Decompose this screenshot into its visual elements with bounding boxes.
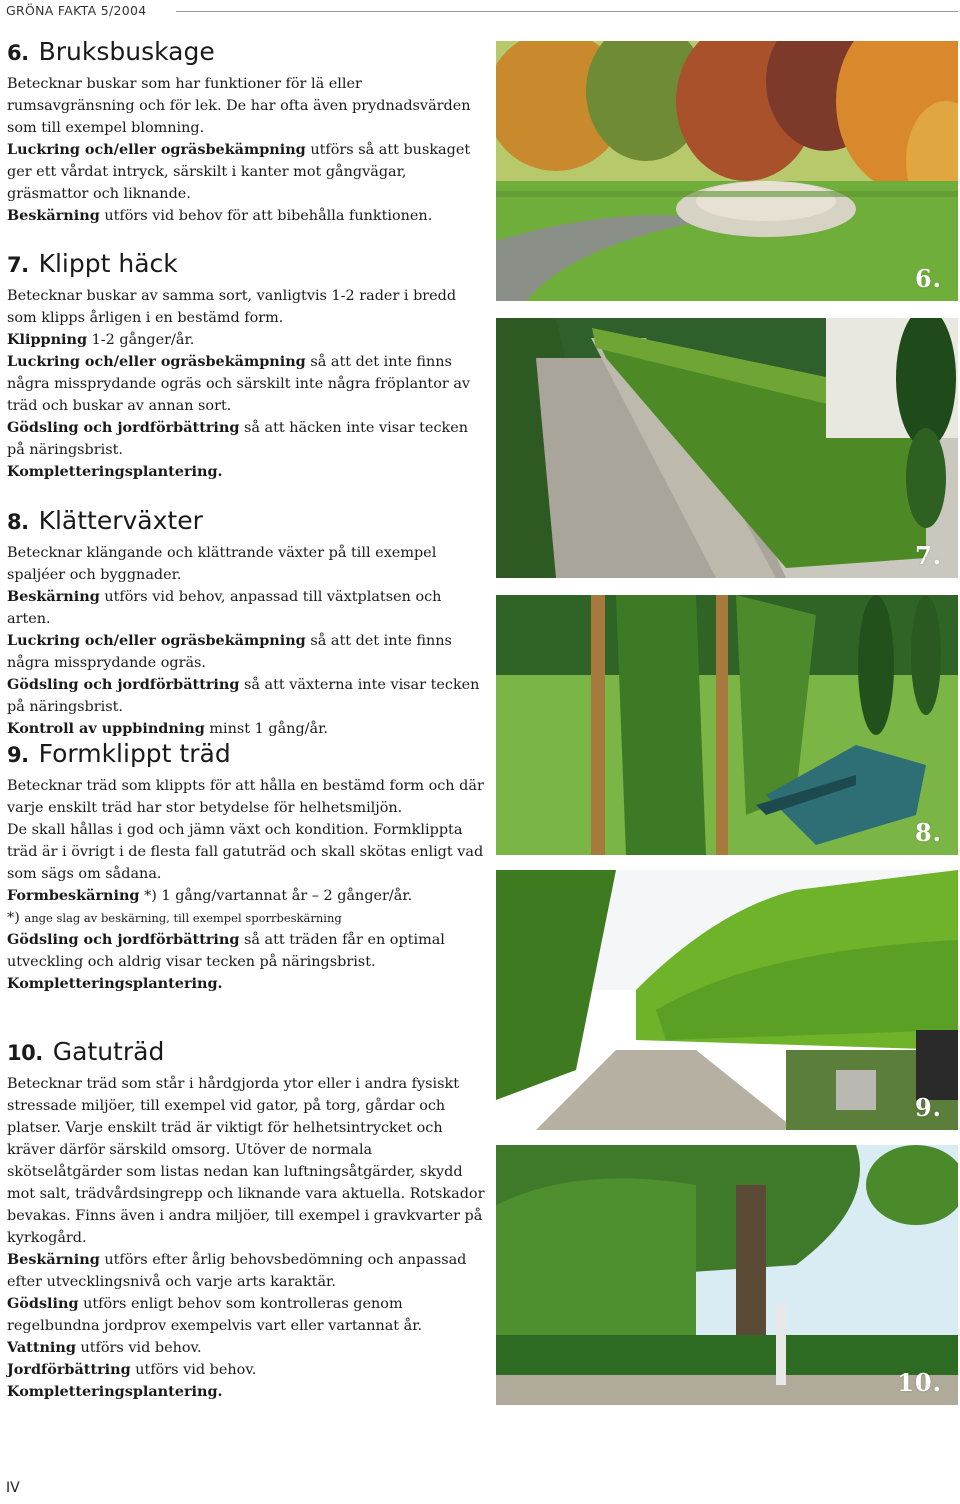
paragraph: Luckring och/eller ogräsbekämpning utförs så att buskaget ger ett vårdat intryck, särskilt i kanter mot gångvägar, gräsmattor och liknande. [7,141,471,202]
paragraph: Kompletteringsplantering. [7,1383,223,1400]
section-heading: 6. Bruksbuskage [7,37,215,66]
paragraph: Gödsling och jordförbättring så att häcken inte visar tecken på näringsbrist. [7,419,469,458]
photo-label: 7. [914,541,942,570]
section-heading: 8. Klätterväxter [7,506,203,535]
section-7 [7,248,485,483]
paragraph: Gödsling och jordförbättring så att växterna inte visar tecken på näringsbrist. [7,676,480,715]
paragraph: De skall hållas i god och jämn växt och kondition. Formklippta träd är i övrigt i de flesta fall gatuträd och skall skötas enligt vad som sägs om sådana. [7,822,484,882]
photo-label: 6. [914,264,942,293]
paragraph: Beskärning utförs vid behov, anpassad till växtplatsen och arten. [7,588,442,627]
photo-klippt-hack [496,318,958,578]
paragraph: Vattning utförs vid behov. [7,1339,202,1356]
running-header: GRÖNA FAKTA 5/2004 [6,3,147,18]
paragraph: Kontroll av uppbindning minst 1 gång/år. [7,720,328,737]
paragraph: Betecknar klängande och klättrande växter på till exempel spaljéer och byggnader. [7,545,437,583]
paragraph: Betecknar träd som klippts för att hålla en bestämd form och där varje enskilt träd har stor betydelse för helhetsmiljön. [7,778,484,816]
paragraph: Gödsling utförs enligt behov som kontrolleras genom regelbundna jordprov exempelvis vart eller vartannat år. [7,1295,423,1334]
header-rule [176,11,958,12]
section-8 [7,505,485,740]
section-9 [7,738,485,995]
photo-gatutrad [496,1145,958,1405]
paragraph: Gödsling och jordförbättring så att träden får en optimal utveckling och aldrig visar tecken på näringsbrist. [7,931,445,970]
photo-formklippt-trad [496,870,958,1130]
photo-label: 10. [897,1368,942,1397]
paragraph: Beskärning utförs vid behov för att bibehålla funktionen. [7,207,433,224]
section-6 [7,36,485,227]
section-heading: 10. Gatuträd [7,1037,165,1066]
page-number: IV [6,1480,20,1496]
paragraph: Luckring och/eller ogräsbekämpning så att det inte finns några missprydande ogräs. [7,632,452,671]
paragraph: Luckring och/eller ogräsbekämpning så att det inte finns några missprydande ogräs och särskilt inte några fröplantor av träd och buskar av annan sort. [7,353,471,414]
paragraph: Betecknar buskar som har funktioner för lä eller rumsavgränsning och för lek. De har ofta även prydnadsvärden som till exempel blomning. [7,76,471,136]
paragraph: Beskärning utförs efter årlig behovsbedömning och anpassad efter utvecklingsnivå och varje arts karaktär. [7,1251,467,1290]
section-heading: 9. Formklippt träd [7,739,231,768]
photo-label: 8. [914,818,942,847]
paragraph: Kompletteringsplantering. [7,463,223,480]
paragraph: Betecknar buskar av samma sort, vanligtvis 1-2 rader i bredd som klipps årligen i en bestämd form. [7,288,457,326]
paragraph: Betecknar träd som står i hårdgjorda ytor eller i andra fysiskt stressade miljöer, till exempel vid gator, på torg, gårdar och platser. Varje enskilt träd är viktigt för helhetsintrycket och kräver därför särskild omsorg. Utöver de normala skötselåtgärder som listas nedan kan luftningsåtgärder, skydd mot salt, trädvårdsingrepp och liknande vara aktuella. Rotskador bevakas. Finns även i andra miljöer, till exempel i gravkvarter på kyrkogård. [7,1076,485,1246]
paragraph: Kompletteringsplantering. [7,975,223,992]
paragraph: Klippning 1-2 gånger/år. [7,331,195,348]
photo-bruksbuskage [496,41,958,301]
paragraph: Jordförbättring utförs vid behov. [7,1361,257,1378]
section-10 [7,1036,485,1403]
footnote: *) ange slag av beskärning, till exempel sporrbeskärning [7,910,342,926]
photo-label: 9. [914,1093,942,1122]
section-heading: 7. Klippt häck [7,249,178,278]
paragraph: Formbeskärning *) 1 gång/vartannat år – 2 gånger/år. [7,887,413,904]
photo-klattervaxter [496,595,958,855]
